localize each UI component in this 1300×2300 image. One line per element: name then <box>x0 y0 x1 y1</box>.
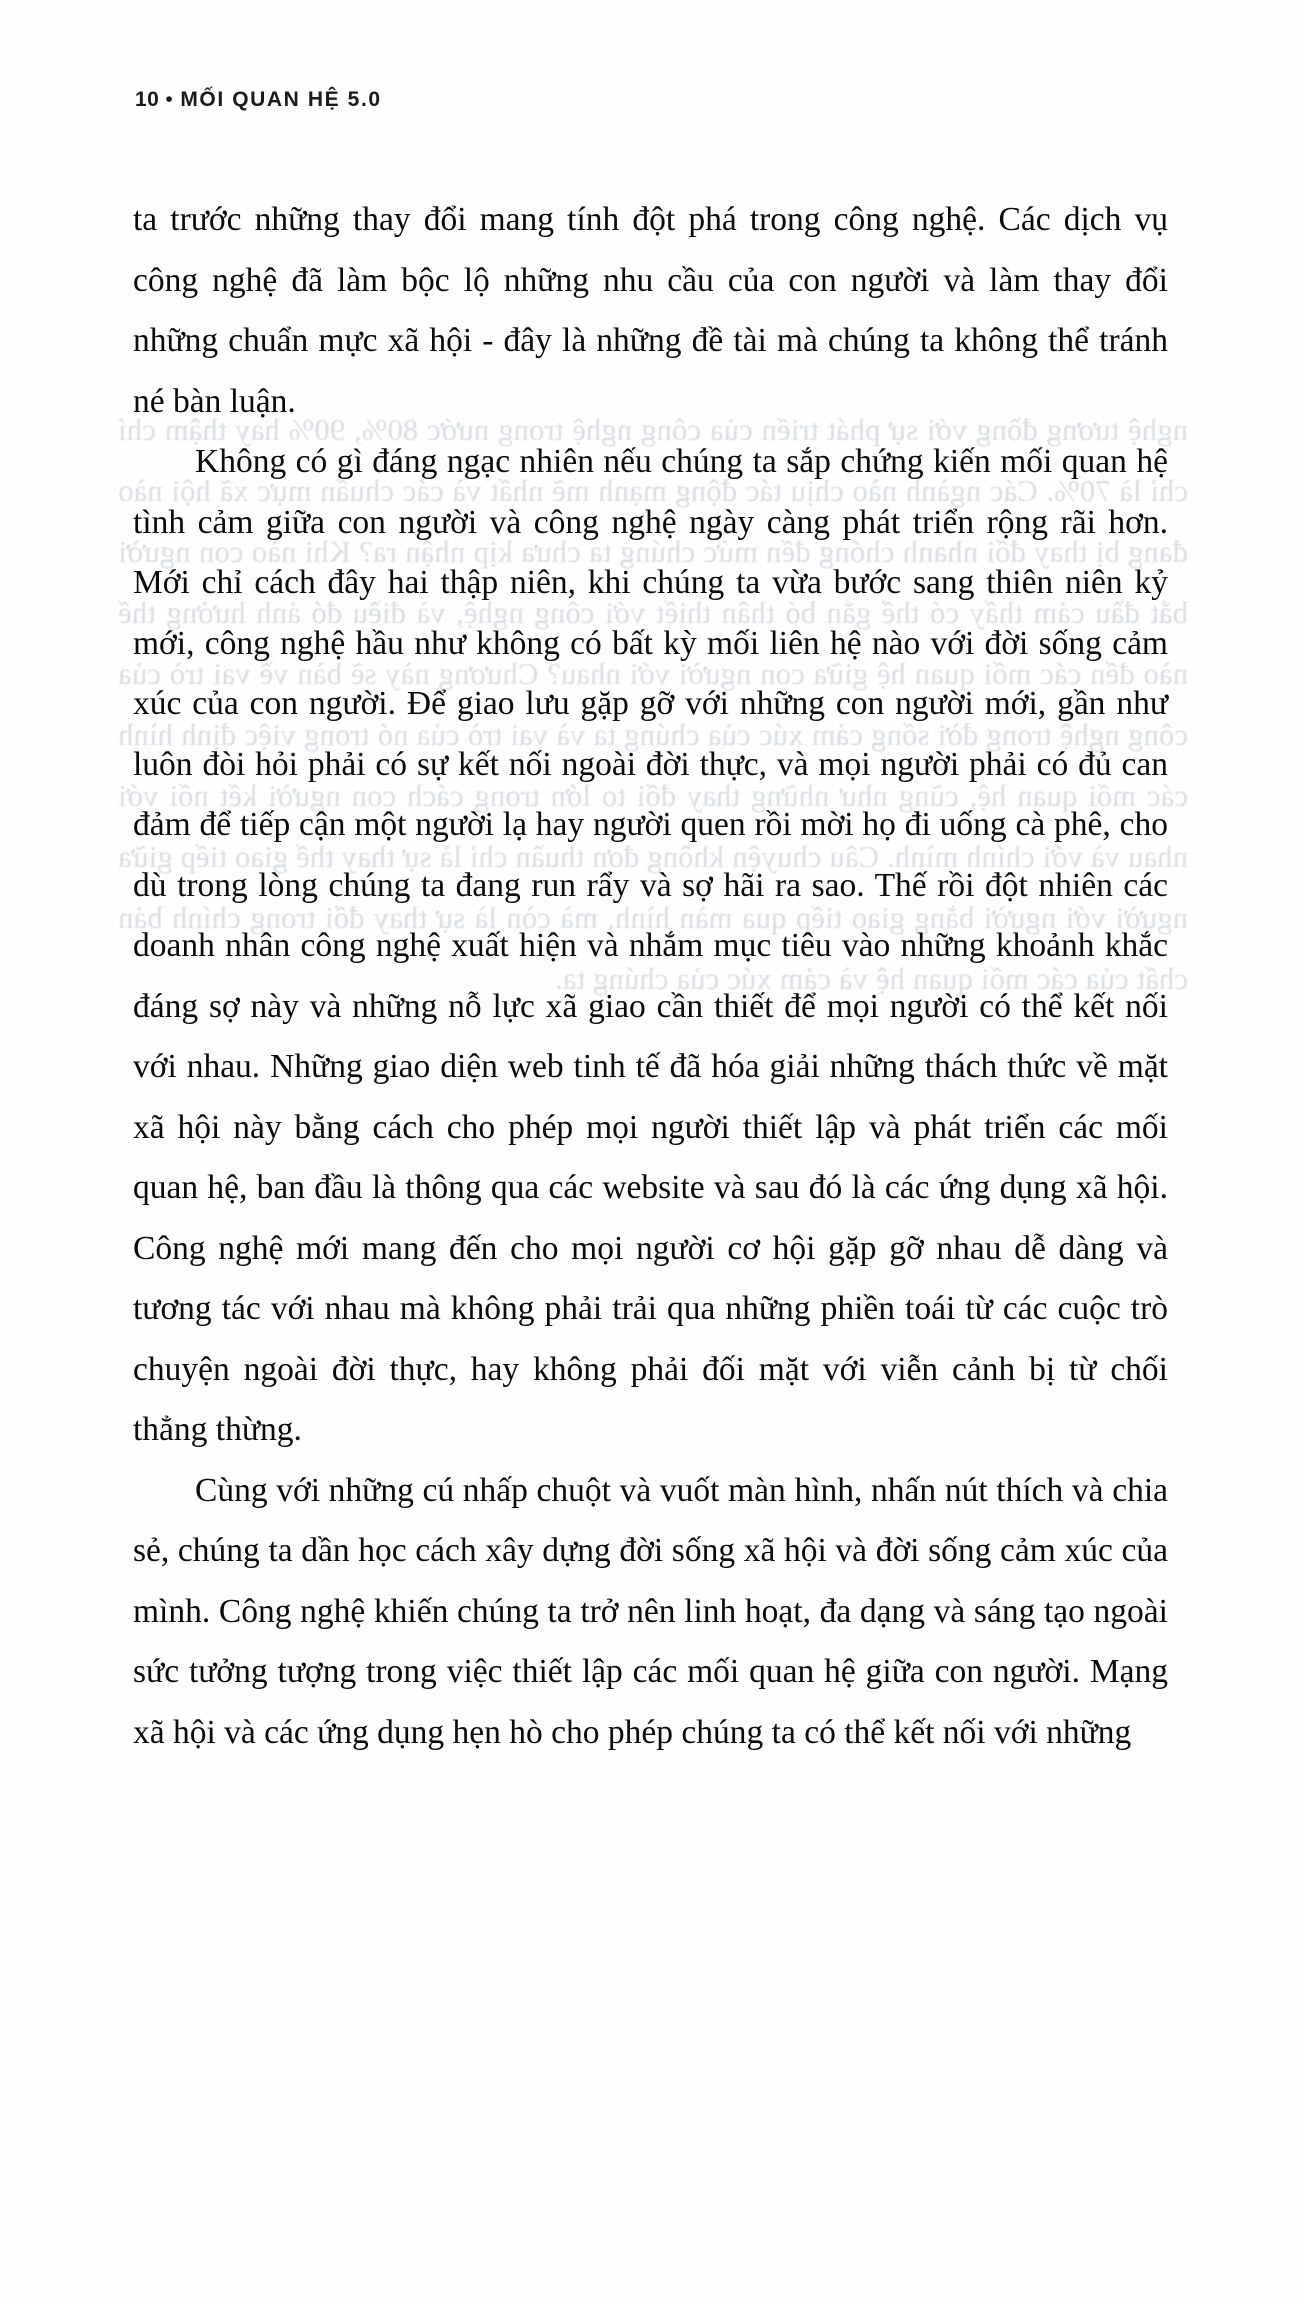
page-number: 10 <box>135 88 160 111</box>
bleed-through-text: nghệ tương đồng với sự phát triển của công nghệ trong nước 80%, 90% hay thậm chí chỉ là 70%. Các ngành nào chịu tác động mạnh mẽ nhất và các chuẩn mực xã hội nào đang bị thay đổi nhanh chóng đến mức chúng ta chưa kịp nhận ra? Khi nào con người bắt đầu cảm thấy có thể gắn bó thân thiết với công nghệ, và điều đó ảnh hưởng thế nào đến các mối quan hệ giữa con người với nhau? Chương này sẽ bàn về vai trò của công nghệ trong đời sống cảm xúc của chúng ta và vai trò của nó trong việc định hình các mối quan hệ, cũng như những thay đổi to lớn trong cách con người kết nối với nhau và với chính mình. Câu chuyện không đơn thuần chỉ là sự thay thế giao tiếp giữa người với người bằng giao tiếp qua màn hình, mà còn là sự thay đổi trong chính bản chất của các mối quan hệ và cảm xúc của chúng ta. <box>118 413 1188 996</box>
page-body <box>133 190 1168 1763</box>
paragraph-1: ta trước những thay đổi mang tính đột phá trong công nghệ. Các dịch vụ công nghệ đã làm bộc lộ những nhu cầu của con người và làm thay đổi những chuẩn mực xã hội - đây là những đề tài mà chúng ta không thể tránh né bàn luận. <box>133 201 1168 420</box>
running-header <box>135 88 382 112</box>
header-separator: • <box>165 88 175 111</box>
paragraph-2: Không có gì đáng ngạc nhiên nếu chúng ta sắp chứng kiến mối quan hệ tình cảm giữa con người và công nghệ ngày càng phát triển rộng rãi hơn. Mới chỉ cách đây hai thập niên, khi chúng ta vừa bước sang thiên niên kỷ mới, công nghệ hầu như không có bất kỳ mối liên hệ nào với đời sống cảm xúc của con người. Để giao lưu gặp gỡ với những con người mới, gần như luôn đòi hỏi phải có sự kết nối ngoài đời thực, và mọi người phải có đủ can đảm để tiếp cận một người lạ hay người quen rồi mời họ đi uống cà phê, cho dù trong lòng chúng ta đang run rẩy và sợ hãi ra sao. Thế rồi đột nhiên các doanh nhân công nghệ xuất hiện và nhắm mục tiêu vào những khoảnh khắc đáng sợ này và những nỗ lực xã giao cần thiết để mọi người có thể kết nối với nhau. Những giao diện web tinh tế đã hóa giải những thách thức về mặt xã hội này bằng cách cho phép mọi người thiết lập và phát triển các mối quan hệ, ban đầu là thông qua các website và sau đó là các ứng dụng xã hội. Công nghệ mới mang đến cho mọi người cơ hội gặp gỡ nhau dễ dàng và tương tác với nhau mà không phải trải qua những phiền toái từ các cuộc trò chuyện ngoài đời thực, hay không phải đối mặt với viễn cảnh bị từ chối thẳng thừng. <box>133 443 1168 1448</box>
running-title: MỐI QUAN HỆ 5.0 <box>180 88 382 111</box>
paragraph-3: Cùng với những cú nhấp chuột và vuốt màn hình, nhấn nút thích và chia sẻ, chúng ta dần học cách xây dựng đời sống xã hội và đời sống cảm xúc của mình. Công nghệ khiến chúng ta trở nên linh hoạt, đa dạng và sáng tạo ngoài sức tưởng tượng trong việc thiết lập các mối quan hệ giữa con người. Mạng xã hội và các ứng dụng hẹn hò cho phép chúng ta có thể kết nối với những <box>133 1471 1168 1751</box>
